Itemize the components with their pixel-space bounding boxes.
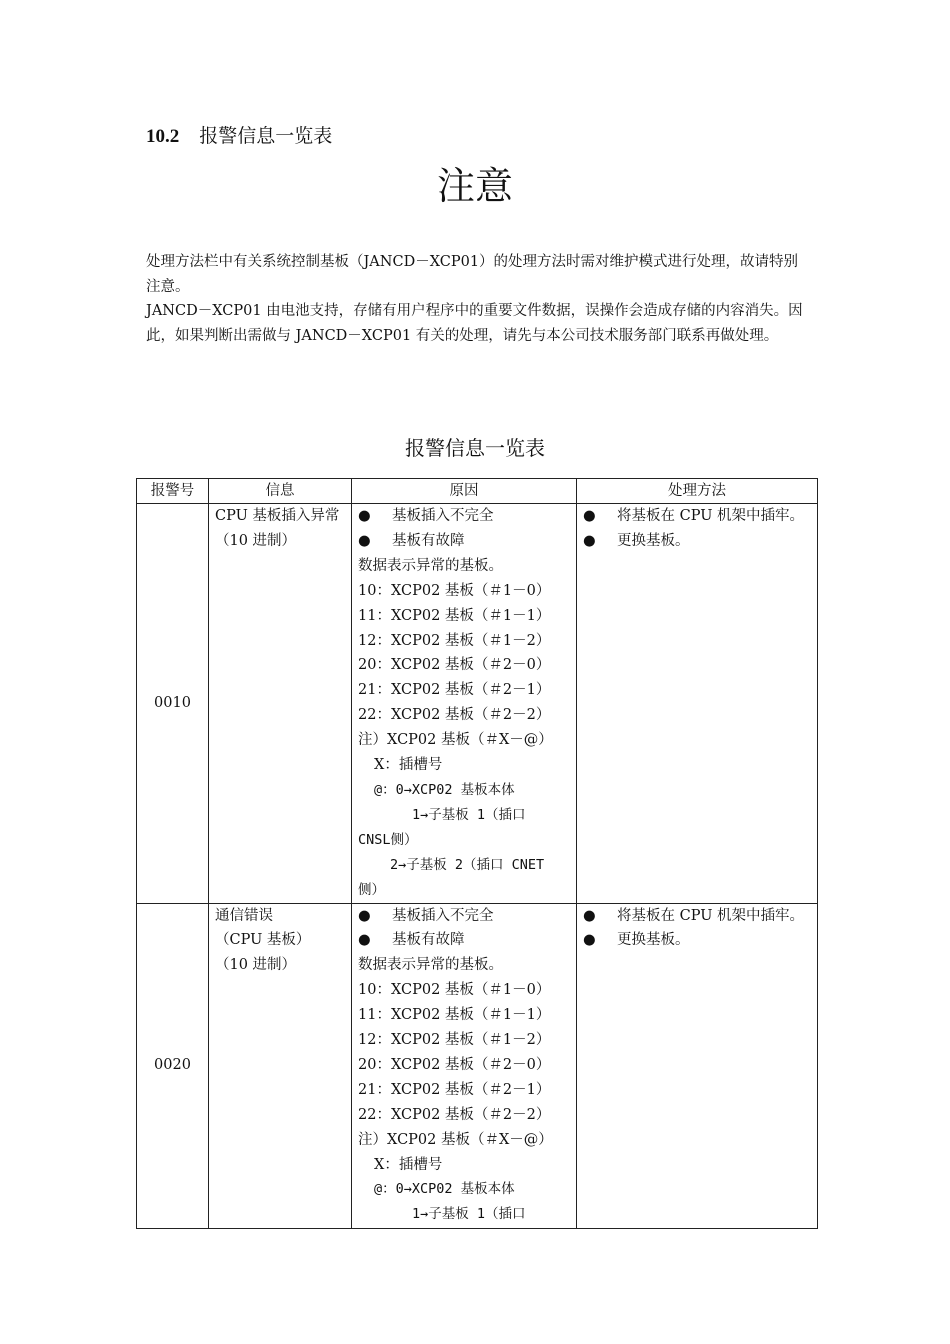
alarm-cause — [352, 903, 577, 1228]
cause-line: 注）XCP02 基板（＃X－@） — [358, 1131, 553, 1148]
message-line: （10 进制） — [215, 532, 297, 549]
cause-note: X：插槽号 — [374, 757, 443, 774]
header-cause: 原因 — [352, 479, 577, 504]
cause-bullet-text: 基板插入不完全 — [392, 907, 494, 924]
cause-bullet-text: 基板有故障 — [392, 932, 465, 949]
alarm-message — [209, 903, 352, 1228]
cause-line: 注）XCP02 基板（＃X－@） — [358, 732, 553, 749]
intro-text — [146, 250, 810, 348]
bullet-icon: ● — [583, 508, 596, 524]
header-remedy: 处理方法 — [577, 479, 818, 504]
cause-line: 数据表示异常的基板。 — [358, 957, 503, 974]
cause-note: @：0→XCP02 基板本体 — [374, 1181, 515, 1198]
cause-line: 10：XCP02 基板（＃1－0） — [358, 582, 551, 599]
remedy-bullet — [583, 904, 811, 929]
alarm-code: 0010 — [137, 504, 209, 904]
table-row — [137, 504, 818, 904]
table-caption: 报警信息一览表 — [405, 436, 545, 460]
bullet-icon: ● — [583, 907, 596, 924]
bullet-icon: ● — [583, 532, 596, 549]
remedy-text: 更换基板。 — [617, 932, 690, 949]
cause-note: 1→子基板 1（插口 — [412, 1206, 526, 1223]
bullet-icon: ● — [358, 932, 371, 949]
cause-line: 21：XCP02 基板（＃2－1） — [358, 1081, 551, 1098]
table-row — [137, 903, 818, 1228]
cause-line: 22：XCP02 基板（＃2－2） — [358, 707, 551, 724]
alarm-remedy — [577, 504, 818, 904]
cause-line: 20：XCP02 基板（＃2－0） — [358, 1056, 551, 1073]
message-line: （CPU 基板） — [215, 932, 311, 949]
cause-note: X：插槽号 — [374, 1156, 443, 1173]
remedy-text: 将基板在 CPU 机架中插牢。 — [617, 508, 805, 524]
cause-bullet — [358, 529, 570, 554]
cause-note: @：0→XCP02 基板本体 — [374, 781, 515, 798]
intro-paragraph: JANCD－XCP01 由电池支持，存储有用户程序中的重要文件数据，误操作会造成存储的内容消失。因此，如果判断出需做与 JANCD－XCP01 有关的处理，请先与本公司技术服务部门联系再做处理。 — [146, 303, 803, 344]
bullet-icon: ● — [358, 532, 371, 549]
alarm-cause — [352, 504, 577, 904]
cause-note: CNSL侧） — [358, 831, 418, 848]
remedy-text: 将基板在 CPU 机架中插牢。 — [617, 907, 805, 924]
message-line: （10 进制） — [215, 957, 297, 974]
cause-bullet — [358, 904, 570, 929]
cause-note: 侧） — [358, 881, 385, 898]
intro-paragraph: 处理方法栏中有关系统控制基板（JANCD－XCP01）的处理方法时需对维护模式进行处理，故请特别注意。 — [146, 254, 799, 295]
table-header-row — [137, 479, 818, 504]
remedy-text: 更换基板。 — [617, 532, 690, 549]
bullet-icon: ● — [358, 907, 371, 924]
header-message: 信息 — [209, 479, 352, 504]
cause-line: 11：XCP02 基板（＃1－1） — [358, 607, 551, 624]
cause-bullet — [358, 928, 570, 953]
alarm-remedy — [577, 903, 818, 1228]
cause-line: 数据表示异常的基板。 — [358, 557, 503, 574]
section-title: 报警信息一览表 — [199, 125, 333, 147]
remedy-bullet — [583, 529, 811, 554]
notice-title: 注意 — [436, 164, 513, 208]
cause-line: 22：XCP02 基板（＃2－2） — [358, 1106, 551, 1123]
alarm-table — [136, 478, 818, 1229]
message-line: 通信错误 — [215, 907, 273, 924]
cause-line: 10：XCP02 基板（＃1－0） — [358, 982, 551, 999]
alarm-code: 0020 — [137, 903, 209, 1228]
cause-line: 21：XCP02 基板（＃2－1） — [358, 682, 551, 699]
cause-bullet — [358, 504, 570, 529]
bullet-icon: ● — [583, 932, 596, 949]
cause-note: 2→子基板 2（插口 CNET — [390, 856, 545, 873]
remedy-bullet — [583, 928, 811, 953]
section-number: 10.2 — [146, 126, 180, 147]
bullet-icon: ● — [358, 508, 371, 524]
cause-line: 20：XCP02 基板（＃2－0） — [358, 657, 551, 674]
cause-line: 12：XCP02 基板（＃1－2） — [358, 632, 551, 649]
cause-bullet-text: 基板插入不完全 — [392, 508, 494, 524]
cause-note: 1→子基板 1（插口 — [412, 806, 526, 823]
section-heading — [146, 122, 332, 151]
cause-line: 11：XCP02 基板（＃1－1） — [358, 1007, 551, 1024]
header-alarm-number: 报警号 — [137, 479, 209, 504]
alarm-message — [209, 504, 352, 904]
cause-bullet-text: 基板有故障 — [392, 532, 465, 549]
message-line: CPU 基板插入异常 — [215, 508, 340, 524]
cause-line: 12：XCP02 基板（＃1－2） — [358, 1032, 551, 1049]
remedy-bullet — [583, 504, 811, 529]
